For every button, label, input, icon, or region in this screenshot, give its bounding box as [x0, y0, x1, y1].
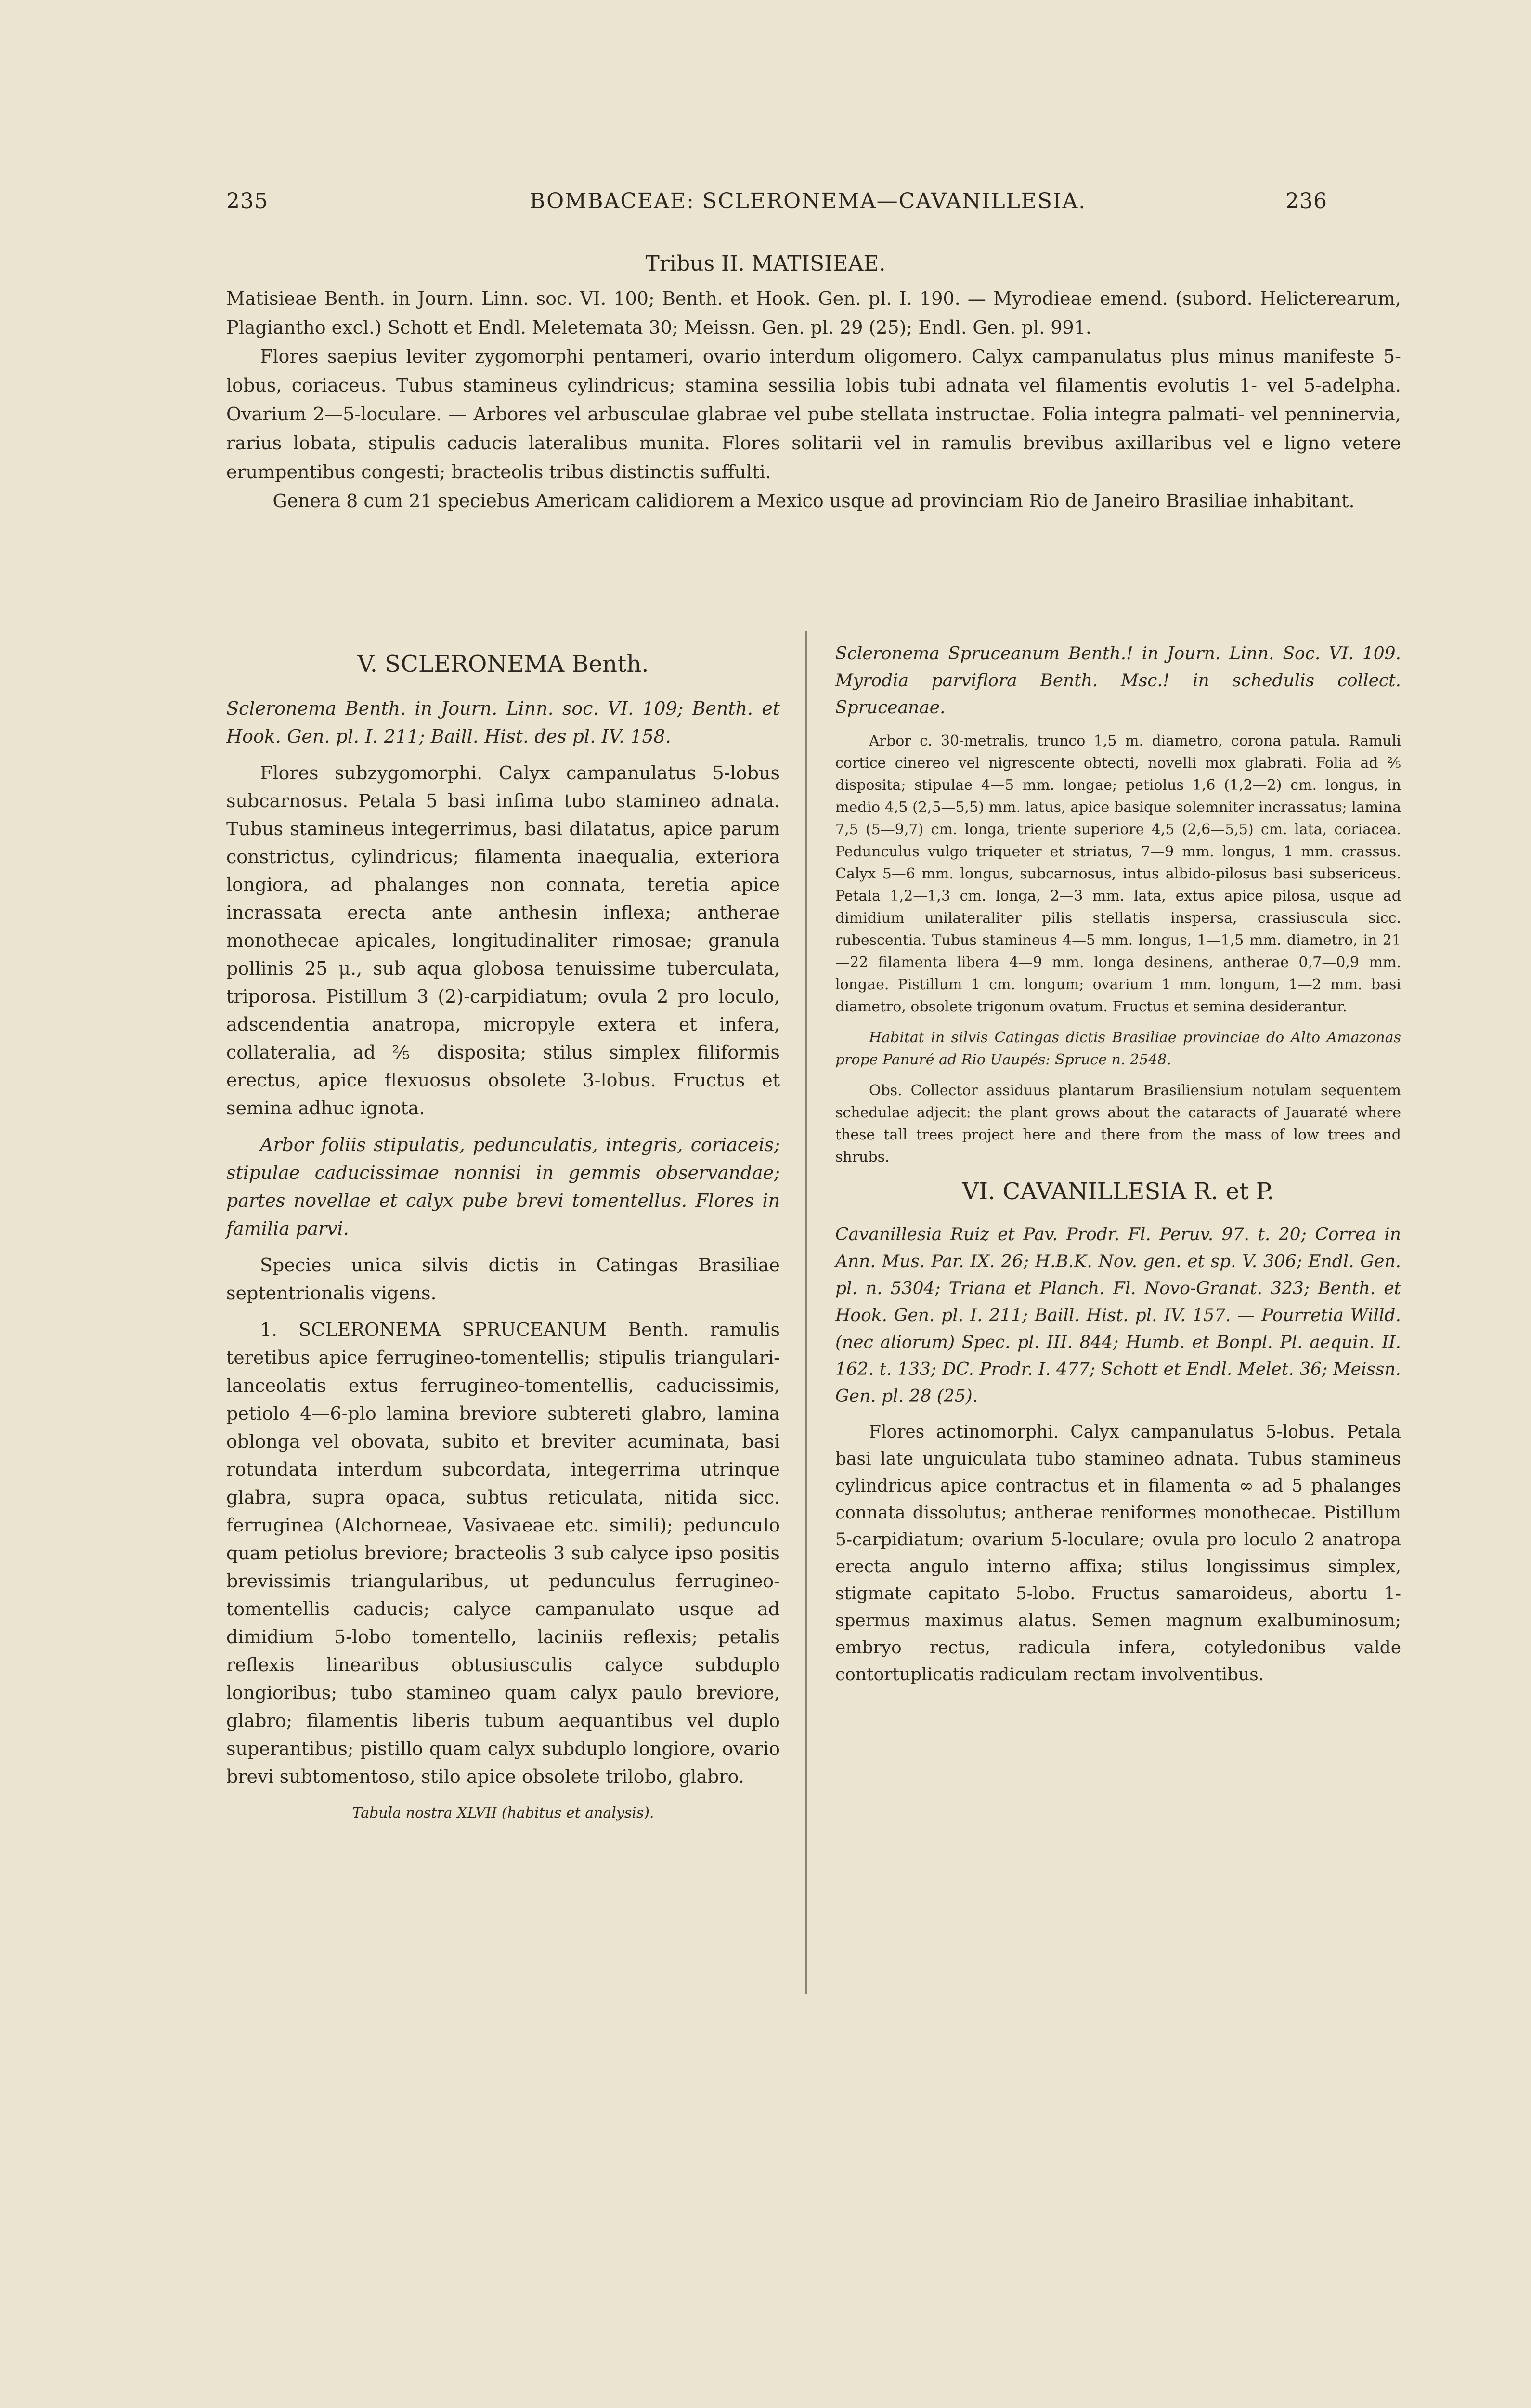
tribe-heading: Tribus II. MATISIEAE.: [645, 251, 886, 276]
page-number-right: 236: [1285, 189, 1327, 213]
species-detail: Arbor c. 30-metralis, trunco 1,5 m. diametro, corona patula. Ramuli cortice cinereo vel nigrescente obtecti, novelli mox glabrati. Folia ad ⅖ disposita; stipulae 4—5 mm. longae; petiolus 1,6 (1,2—2) cm. longus, in medio 4,5 (2,5—5,5) mm. latus, apice basique solemniter incrassatus; lamina 7,5 (5—9,7) cm. longa, triente superiore 4,5 (2,6—5,5) cm. lata, coriacea. Pedunculus vulgo triqueter et striatus, 7—9 mm. longus, 1 mm. crassus. Calyx 5—6 mm. longus, subcarnosus, intus albido-pilosus basi subsericeus. Petala 1,2—1,3 cm. longa, 2—3 mm. lata, extus apice pilosa, usque ad dimidium unilateraliter pilis stellatis inspersa, crassiuscula sicc. rubescentia. Tubus stamineus 4—5 mm. longus, 1—1,5 mm. diametro, in 21—22 filamenta libera 4—9 mm. longa desinens, antherae 0,7—0,9 mm. longae. Pistillum 1 cm. longum; ovarium 1 mm. longum, 1—2 mm. basi diametro, obsolete trigonum ovatum. Fructus et semina desiderantur.: [835, 733, 1401, 1015]
species-description: 1. SCLERONEMA SPRUCEANUM Benth. ramulis teretibus apice ferrugineo-tomentellis; stipulis triangulari-lanceolatis extus ferrugineo-tomentellis, caducissimis, petiolo 4—6-plo lamina breviore subtereti glabro, lamina oblonga vel obovata, subito et breviter acuminata, basi rotundata interdum subcordata, integerrima utrinque glabra, supra opaca, subtus reticulata, nitida sicc. ferruginea (Alchorneae, Vasivaeae etc. simili); pedunculo quam petiolus breviore; bracteolis 3 sub calyce ipso positis brevissimis triangularibus, ut pedunculus ferrugineo-tomentellis caducis; calyce campanulato usque ad dimidium 5-lobo tomentello, laciniis reflexis; petalis reflexis linearibus obtusiusculis calyce subduplo longioribus; tubo stamineo quam calyx paulo breviore, glabro; filamentis liberis tubum aequantibus vel duplo superantibus; pistillo quam calyx subduplo longiore, ovario brevi subtomentoso, stilo apice obsolete trilobo, glabro.: [226, 1319, 780, 1787]
page-number-left: 235: [226, 189, 268, 213]
species-synonymy: Scleronema Spruceanum Benth.! in Journ. Linn. Soc. VI. 109. Myrodia parviflora Benth. Msc.! in schedulis collect. Spruceanae.: [835, 644, 1401, 718]
observation-note: Obs. Collector assiduus plantarum Brasiliensium notulam sequentem schedulae adjecit: the plant grows about the cataracts of Jauaraté where these tall trees project here and there from the mass of low trees and shrubs.: [835, 1082, 1401, 1165]
right-column: [835, 641, 1401, 1697]
habitat-note: Habitat in silvis Catingas dictis Brasiliae provinciae do Alto Amazonas prope Panuré ad Rio Uaupés: Spruce n. 2548.: [835, 1029, 1401, 1068]
species-note: Species unica silvis dictis in Catingas Brasiliae septentrionalis vigens.: [226, 1255, 780, 1304]
genus-heading-scleronema: V. SCLERONEMA Benth.: [357, 651, 649, 678]
genus-synonymy: Scleronema Benth. in Journ. Linn. soc. VI. 109; Benth. et Hook. Gen. pl. I. 211; Baill. Hist. des pl. IV. 158.: [226, 698, 780, 747]
tribe-description: [226, 284, 1401, 515]
tribe-synonymy: Matisieae Benth. in Journ. Linn. soc. VI. 100; Benth. et Hook. Gen. pl. I. 190. — Myrodieae emend. (subord. Helicterearum, Plagiantho excl.) Schott et Endl. Meletemata 30; Meissn. Gen. pl. 29 (25); Endl. Gen. pl. 991.: [226, 288, 1401, 338]
tribe-diagnosis: Flores saepius leviter zygomorphi pentameri, ovario interdum oligomero. Calyx campanulatus plus minus manifeste 5-lobus, coriaceus. Tubus stamineus cylindricus; stamina sessilia lobis tubi adnata vel filamentis evolutis 1- vel 5-adelpha. Ovarium 2—5-loculare. — Arbores vel arbusculae glabrae vel pube stellata instructae. Folia integra palmati- vel penninervia, rarius lobata, stipulis caducis lateralibus munita. Flores solitarii vel in ramulis brevibus axillaribus vel e ligno vetere erumpentibus congesti; bracteolis tribus distinctis suffulti.: [226, 346, 1401, 483]
plate-reference: Tabula nostra XLVII (habitus et analysis).: [352, 1805, 654, 1821]
genus-habit: Arbor foliis stipulatis, pedunculatis, integris, coriaceis; stipulae caducissimae nonnisi in gemmis observandae; partes novellae et calyx pube brevi tomentellus. Flores in familia parvi.: [226, 1134, 780, 1239]
cavanillesia-synonymy: Cavanillesia Ruiz et Pav. Prodr. Fl. Peruv. 97. t. 20; Correa in Ann. Mus. Par. IX. 26; H.B.K. Nov. gen. et sp. V. 306; Endl. Gen. pl. n. 5304; Triana et Planch. Fl. Novo-Granat. 323; Benth. et Hook. Gen. pl. I. 211; Baill. Hist. pl. IV. 157. — Pourretia Willd. (nec aliorum) Spec. pl. III. 844; Humb. et Bonpl. Pl. aequin. II. 162. t. 133; DC. Prodr. I. 477; Schott et Endl. Melet. 36; Meissn. Gen. pl. 28 (25).: [835, 1225, 1401, 1406]
genus-heading-cavanillesia: VI. CAVANILLESIA R. et P.: [962, 1178, 1274, 1205]
genus-description: Flores subzygomorphi. Calyx campanulatus 5-lobus subcarnosus. Petala 5 basi infima tubo stamineo adnata. Tubus stamineus integerrimus, basi dilatatus, apice parum constrictus, cylindricus; filamenta inaequalia, exteriora longiora, ad phalanges non connata, teretia apice incrassata erecta ante anthesin inflexa; antherae monothecae apicales, longitudinaliter rimosae; granula pollinis 25 μ., sub aqua globosa tenuissime tuberculata, triporosa. Pistillum 3 (2)-carpidiatum; ovula 2 pro loculo, adscendentia anatropa, micropyle extera et infera, collateralia, ad ⅖ disposita; stilus simplex filiformis erectus, apice flexuosus obsolete 3-lobus. Fructus et semina adhuc ignota.: [226, 762, 780, 1119]
tribe-distribution: Genera 8 cum 21 speciebus Americam calidiorem a Mexico usque ad provinciam Rio de Janeiro Brasiliae inhabitant.: [272, 490, 1355, 511]
cavanillesia-description: Flores actinomorphi. Calyx campanulatus 5-lobus. Petala basi late unguiculata tubo stamineo adnata. Tubus stamineus cylindricus apice contractus et in filamenta ∞ ad 5 phalanges connata dissolutus; antherae reniformes monothecae. Pistillum 5-carpidiatum; ovarium 5-loculare; ovula pro loculo 2 anatropa erecta angulo interno affixa; stilus longissimus simplex, stigmate capitato 5-lobo. Fructus samaroideus, abortu 1-spermus maximus alatus. Semen magnum exalbuminosum; embryo rectus, radicula infera, cotyledonibus valde contortuplicatis radiculam rectam involventibus.: [835, 1422, 1401, 1685]
running-title: BOMBACEAE: SCLERONEMA—CAVANILLESIA.: [530, 189, 1087, 213]
column-divider: [805, 631, 807, 1994]
left-column: [226, 641, 780, 1836]
